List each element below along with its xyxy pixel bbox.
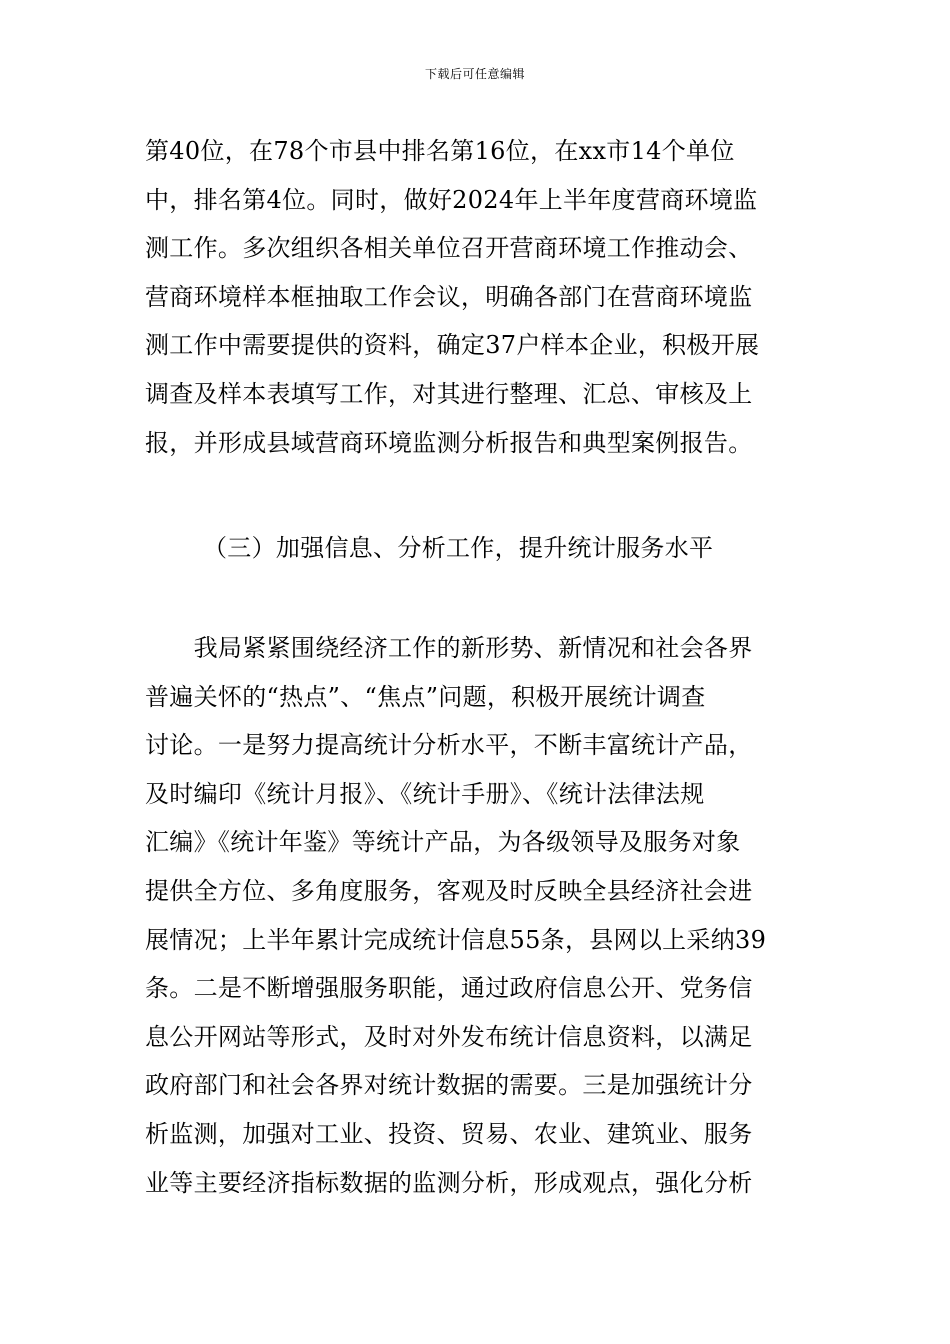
paragraph-line: 析监测，加强对工业、投资、贸易、农业、建筑业、服务	[145, 1119, 753, 1148]
paragraph-line: 提供全方位、多角度服务，客观及时反映全县经济社会进	[145, 876, 753, 905]
paragraph-line: 政府部门和社会各界对统计数据的需要。三是加强统计分	[145, 1071, 753, 1100]
paragraph-line: 测工作。多次组织各相关单位召开营商环境工作推动会、	[145, 234, 753, 263]
paragraph-line: 业等主要经济指标数据的监测分析，形成观点，强化分析	[145, 1168, 753, 1197]
page-header-note: 下载后可任意编辑	[424, 67, 525, 81]
paragraph-line: 中，排名第4位。同时，做好2024年上半年度营商环境监	[145, 185, 758, 214]
paragraph-line: 营商环境样本框抽取工作会议，明确各部门在营商环境监	[145, 282, 753, 311]
paragraph-line: 讨论。一是努力提高统计分析水平，不断丰富统计产品，	[145, 731, 753, 760]
paragraph-line: 第40位，在78个市县中排名第16位，在xx市14个单位	[145, 137, 735, 165]
paragraph-line: 汇编》《统计年鉴》等统计产品，为各级领导及服务对象	[145, 828, 741, 857]
section-heading: （三）加强信息、分析工作，提升统计服务水平	[203, 534, 714, 562]
body-paragraph-1	[145, 127, 825, 467]
paragraph-line: 普遍关怀的“热点”、“焦点”问题，积极开展统计调查	[145, 682, 706, 711]
paragraph-line: 息公开网站等形式，及时对外发布统计信息资料，以满足	[145, 1022, 753, 1051]
paragraph-line: 测工作中需要提供的资料，确定37户样本企业，积极开展	[145, 331, 760, 360]
paragraph-line: 报，并形成县域营商环境监测分析报告和典型案例报告。	[145, 428, 753, 457]
paragraph-line: 及时编印《统计月报》、《统计手册》、《统计法律法规	[145, 779, 705, 808]
paragraph-line: 我局紧紧围绕经济工作的新形势、新情况和社会各界	[145, 634, 753, 662]
body-paragraph-2	[145, 624, 825, 1207]
paragraph-line: 条。二是不断增强服务职能，通过政府信息公开、党务信	[145, 974, 753, 1003]
paragraph-line: 展情况；上半年累计完成统计信息55条，县网以上采纳39	[145, 925, 767, 954]
paragraph-line: 调查及样本表填写工作，对其进行整理、汇总、审核及上	[145, 379, 753, 408]
